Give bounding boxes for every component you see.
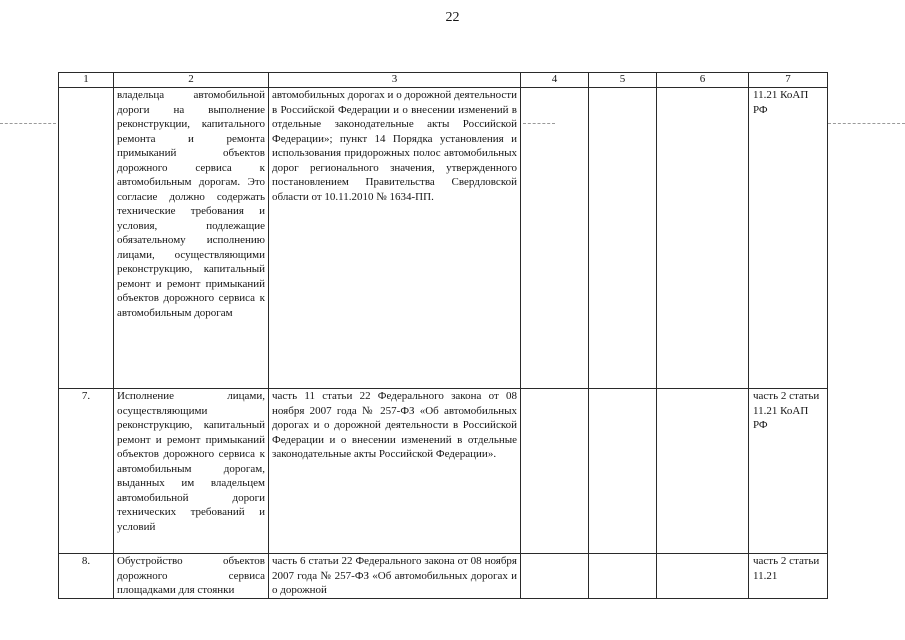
inspection-requirements-table	[58, 72, 828, 599]
column-header: 3	[269, 73, 521, 88]
table-row	[59, 554, 828, 599]
requirement-cell: Исполнение лицами, осуществляющими реконструкцию, капитальный ремонт и ремонт примыканий объектов дорожного сервиса к автомобильным дорогам, выданных им владельцем автомобильной дороги технических требований и условий	[114, 389, 269, 554]
row-number	[59, 88, 114, 389]
requirement-cell: Обустройство объектов дорожного сервиса площадками для стоянки	[114, 554, 269, 599]
table-cell	[589, 389, 657, 554]
column-header: 5	[589, 73, 657, 88]
column-header: 4	[521, 73, 589, 88]
requirement-cell: владельца автомобильной дороги на выполнение реконструкции, капитального ремонта и ремонта примыканий объектов дорожного сервиса к автомобильным дорогам. Это согласие должно содержать технические требования и условия, подлежащие обязательному исполнению лицами, осуществляющими реконструкцию, капитальный ремонт и ремонт примыканий объектов дорожного сервиса к автомобильным дорогам	[114, 88, 269, 389]
table-cell	[589, 554, 657, 599]
liability-cell: часть 2 статьи 11.21 КоАП РФ	[749, 389, 828, 554]
column-header: 7	[749, 73, 828, 88]
table-cell	[657, 554, 749, 599]
scan-artifact-line	[0, 123, 56, 124]
row-number: 7.	[59, 389, 114, 554]
scan-artifact-line	[828, 123, 905, 124]
table-cell	[657, 389, 749, 554]
legal-basis-cell: часть 11 статьи 22 Федерального закона от 08 ноября 2007 года № 257-ФЗ «Об автомобильных дорогах и о дорожной деятельности в Российской Федерации и о внесении изменений в отдельные законодательные акты Российской Федерации».	[269, 389, 521, 554]
table-cell	[521, 389, 589, 554]
table-cell	[521, 554, 589, 599]
table-cell	[589, 88, 657, 389]
column-header: 2	[114, 73, 269, 88]
table-row	[59, 389, 828, 554]
column-header: 6	[657, 73, 749, 88]
legal-basis-cell: часть 6 статьи 22 Федерального закона от 08 ноября 2007 года № 257-ФЗ «Об автомобильных дорогах и о дорожной	[269, 554, 521, 599]
table-cell	[521, 88, 589, 389]
table-header-row	[59, 73, 828, 88]
liability-cell: часть 2 статьи 11.21	[749, 554, 828, 599]
table-row	[59, 88, 828, 389]
page-number: 22	[445, 10, 460, 25]
liability-cell: 11.21 КоАП РФ	[749, 88, 828, 389]
table-cell	[657, 88, 749, 389]
column-header: 1	[59, 73, 114, 88]
legal-basis-cell: автомобильных дорогах и о дорожной деятельности в Российской Федерации и о внесении изменений в отдельные законодательные акты Российской Федерации»; пункт 14 Порядка установления и использования придорожных полос автомобильных дорог регионального значения, утвержденного постановлением Правительства Свердловской области от 10.11.2010 № 1634-ПП.	[269, 88, 521, 389]
row-number: 8.	[59, 554, 114, 599]
